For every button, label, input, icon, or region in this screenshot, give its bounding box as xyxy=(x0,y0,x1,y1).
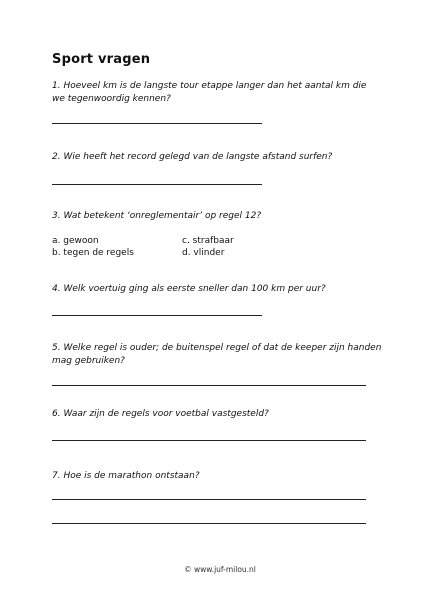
option-d[interactable]: d. vlinder xyxy=(182,248,225,258)
answer-line-q5[interactable] xyxy=(52,385,366,386)
option-c[interactable]: c. strafbaar xyxy=(182,236,234,246)
question-4: 4. Welk voertuig ging als eerste sneller dan 100 km per uur? xyxy=(52,284,326,294)
answer-line-q2[interactable] xyxy=(52,184,262,185)
answer-line-q7a[interactable] xyxy=(52,499,366,500)
answer-line-q7b[interactable] xyxy=(52,523,366,524)
question-7: 7. Hoe is de marathon ontstaan? xyxy=(52,471,200,481)
option-a[interactable]: a. gewoon xyxy=(52,236,99,246)
question-2: 2. Wie heeft het record gelegd van de langste afstand surfen? xyxy=(52,152,333,162)
option-b[interactable]: b. tegen de regels xyxy=(52,248,134,258)
answer-line-q4[interactable] xyxy=(52,315,262,316)
question-6: 6. Waar zijn de regels voor voetbal vastgesteld? xyxy=(52,409,269,419)
worksheet-title: Sport vragen xyxy=(52,52,151,67)
question-1: 1. Hoeveel km is de langste tour etappe langer dan het aantal km die we tegenwoordig kennen? xyxy=(52,81,367,104)
footer-copyright: © www.juf-milou.nl xyxy=(184,565,256,574)
question-3: 3. Wat betekent ‘onreglementair’ op regel 12? xyxy=(52,211,262,221)
question-5: 5. Welke regel is ouder; de buitenspel regel of dat de keeper zijn handen mag gebruiken? xyxy=(52,343,382,366)
answer-line-q6[interactable] xyxy=(52,440,366,441)
answer-line-q1[interactable] xyxy=(52,123,262,124)
